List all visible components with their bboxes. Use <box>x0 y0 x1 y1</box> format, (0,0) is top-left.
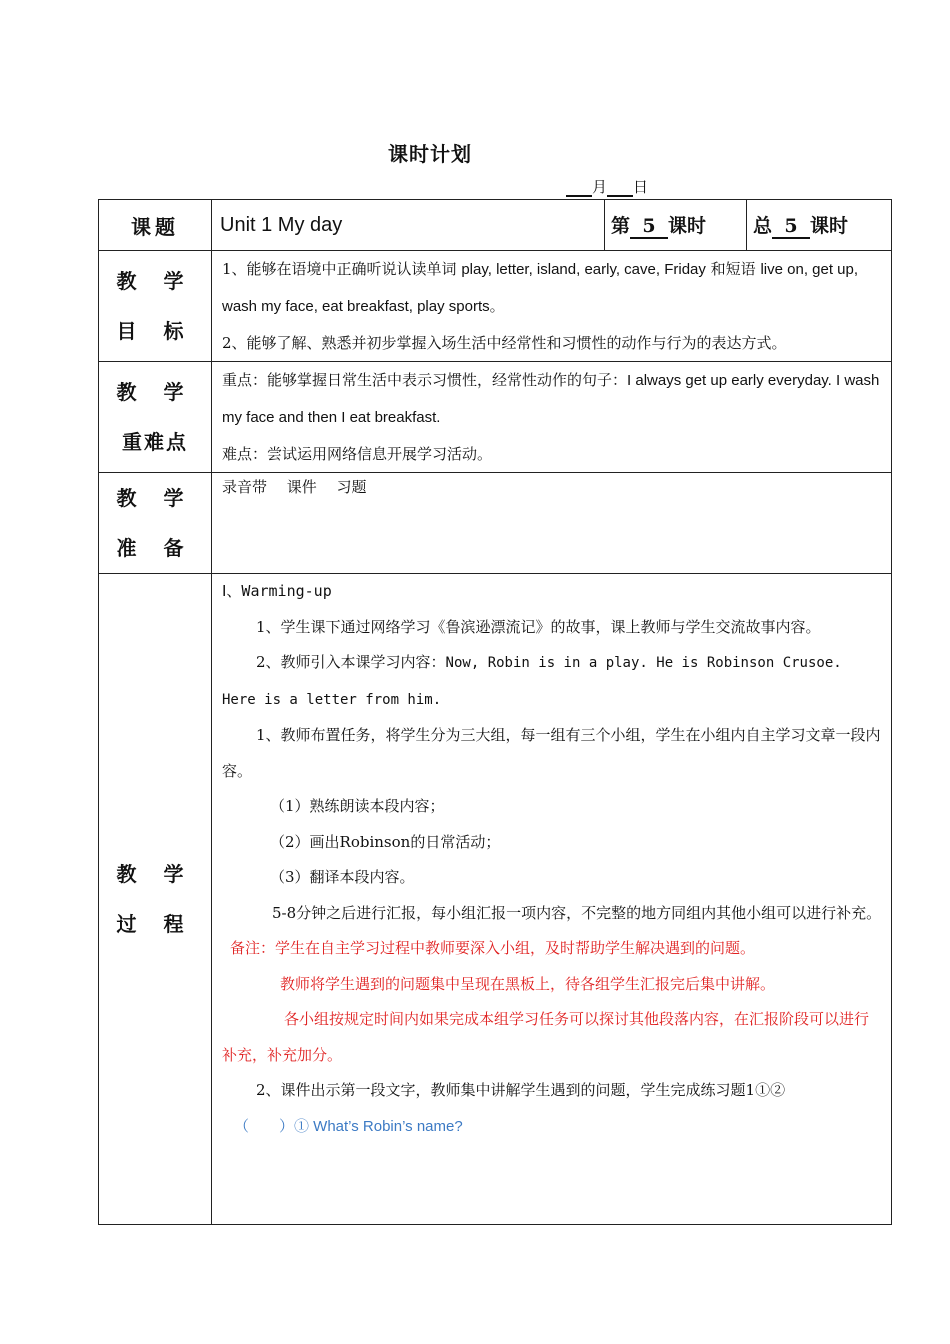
goal-1-phrases: live on, get up, wash my face, eat breakfast, play sports <box>222 261 859 315</box>
goal-1-end: 。 <box>489 297 505 315</box>
keypoints-label <box>99 362 212 473</box>
goal-1-cn: 1、能够在语境中正确听说认读单词 <box>222 260 457 278</box>
preparation-content <box>212 473 892 574</box>
process-paragraph-4: 5-8分钟之后进行汇报，每小组汇报一项内容，不完整的地方同组内其他小组可以进行补充。 <box>272 903 882 922</box>
total-prefix: 总 <box>753 215 773 237</box>
page-title: 课时计划 <box>388 142 472 166</box>
process-content <box>212 574 892 1225</box>
total-num: 5 <box>772 215 810 239</box>
lesson-num: 5 <box>630 215 668 239</box>
goals-label <box>99 251 212 362</box>
note-2: 教师将学生遇到的问题集中呈现在黑板上，待各组学生汇报完后集中讲解。 <box>280 974 776 993</box>
header-row <box>99 200 892 251</box>
day-label: 日 <box>633 178 649 196</box>
month-blank[interactable] <box>566 181 592 197</box>
goals-content <box>212 251 892 362</box>
goal-item-1 <box>222 251 883 325</box>
goals-label-line2: 目 标 <box>116 319 194 343</box>
preparation-label <box>99 473 212 574</box>
warmup-heading: Ⅰ、Warming-up <box>222 582 332 600</box>
month-label: 月 <box>592 178 608 196</box>
process-paragraph-5: 2、课件出示第一段文字，教师集中讲解学生遇到的问题，学生完成练习题1①② <box>256 1081 786 1099</box>
lesson-prefix: 第 <box>611 215 631 237</box>
note-3: 各小组按规定时间内如果完成本组学习任务可以探讨其他段落内容，在汇报阶段可以进行补充，补充加分。 <box>222 1010 870 1064</box>
process-label <box>99 574 212 1225</box>
lesson-suffix: 课时 <box>668 215 707 237</box>
keypoints-label-line2: 重难点 <box>122 430 188 454</box>
process-paragraph-1: 1、学生课下通过网络学习《鲁滨逊漂流记》的故事，课上教师与学生交流故事内容。 <box>256 617 821 636</box>
goals-row <box>99 251 892 362</box>
goal-item-2: 2、能够了解、熟悉并初步掌握入场生活中经常性和习惯性的动作与行为的表达方式。 <box>222 334 787 352</box>
preparation-label-line1: 教 学 <box>116 486 194 510</box>
process-step-2 <box>222 825 883 861</box>
p2-cn: 2、教师引入本课学习内容： <box>256 653 446 671</box>
p2-en: Now, Robin is in a play. He is Robinson Crusoe. Here is a letter from him. <box>222 655 842 708</box>
total-lessons <box>747 200 892 251</box>
process-paragraph-3: 1、教师布置任务，将学生分为三大组，每一组有三个小组，学生在小组内自主学习文章一段内容。 <box>222 726 881 780</box>
difficulty-point: 难点：尝试运用网络信息开展学习活动。 <box>222 445 493 463</box>
process-label-line1: 教 学 <box>116 862 194 886</box>
process-row <box>99 574 892 1225</box>
focus-en: I always get up early everyday. I wash my face and then I eat breakfast. <box>222 372 880 426</box>
preparation-label-line2: 准 备 <box>116 536 194 560</box>
step2-b: 的日常活动； <box>410 832 501 851</box>
note-1: 备注：学生在自主学习过程中教师要深入小组，及时帮助学生解决遇到的问题。 <box>230 939 756 957</box>
process-step-1: （1）熟练朗读本段内容； <box>270 797 445 815</box>
keypoints-row <box>99 362 892 473</box>
lesson-plan-table <box>98 199 892 1225</box>
topic-label: 课题 <box>99 200 212 251</box>
focus-point <box>222 362 883 436</box>
day-blank[interactable] <box>607 181 633 197</box>
topic-value: Unit 1 My day <box>212 200 605 251</box>
goal-1-cn2: 和短语 <box>710 260 756 278</box>
keypoints-label-line1: 教 学 <box>116 380 194 404</box>
goal-1-words: play, letter, island, early, cave, Friday <box>461 261 706 278</box>
step2-en: Robinson <box>339 832 411 851</box>
date-line <box>566 176 648 197</box>
total-suffix: 课时 <box>810 215 849 237</box>
goals-label-line1: 教 学 <box>116 269 194 293</box>
focus-cn: 重点：能够掌握日常生活中表示习惯性，经常性动作的句子： <box>222 371 628 389</box>
preparation-items: 录音带 课件 习题 <box>222 478 367 496</box>
preparation-row <box>99 473 892 574</box>
process-step-3: （3）翻译本段内容。 <box>270 868 415 886</box>
exercise-question-1: （ ）① What’s Robin’s name? <box>234 1117 463 1135</box>
keypoints-content <box>212 362 892 473</box>
step2-a: （2）画出 <box>270 832 340 851</box>
process-paragraph-2 <box>222 645 883 718</box>
lesson-number <box>605 200 747 251</box>
process-label-line2: 过 程 <box>116 912 194 936</box>
